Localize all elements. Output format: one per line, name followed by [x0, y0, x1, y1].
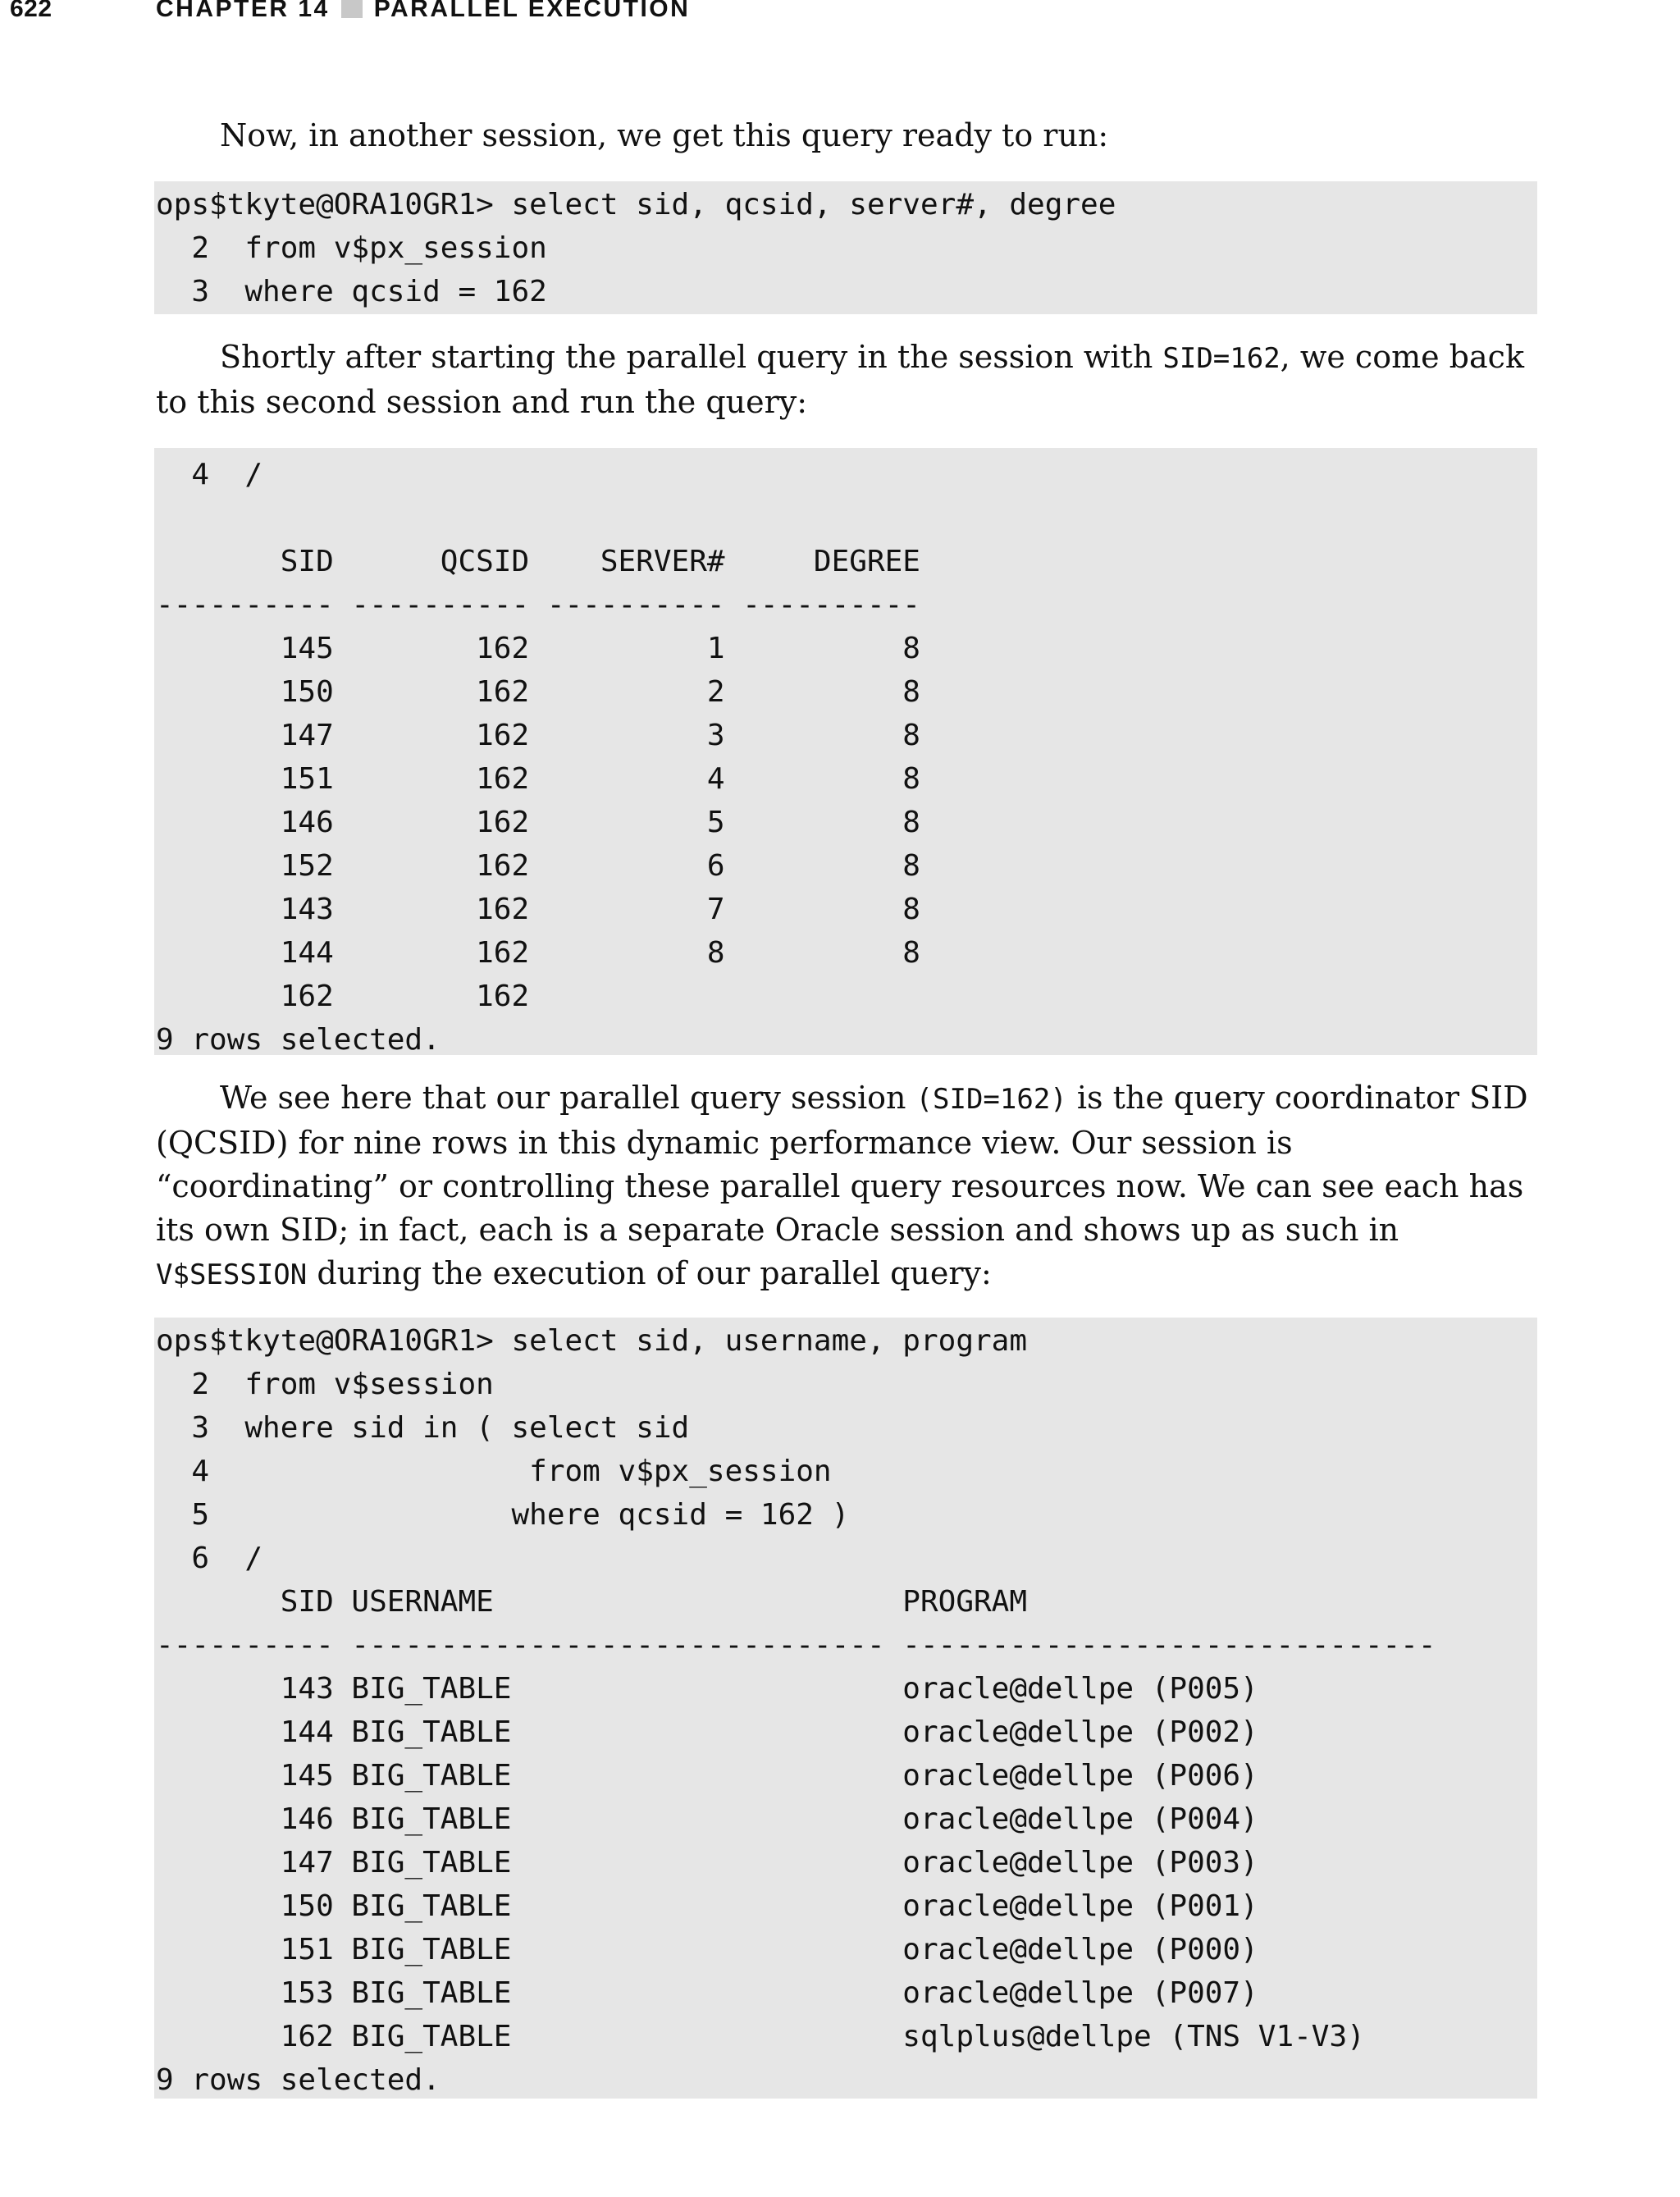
code-line: 145 162 1 8 — [156, 632, 920, 665]
code-line: 3 where sid in ( select sid — [156, 1411, 690, 1445]
code-line: 4 / — [156, 458, 263, 491]
inline-code: (SID=162) — [915, 1083, 1067, 1116]
code-line: 151 BIG_TABLE oracle@dellpe (P000) — [156, 1933, 1258, 1966]
paragraph-text: , we come back to this second session and run the query: — [156, 339, 1524, 420]
code-line: 144 BIG_TABLE oracle@dellpe (P002) — [156, 1715, 1258, 1749]
running-header — [0, 0, 1680, 33]
code-line: ops$tkyte@ORA10GR1> select sid, qcsid, server#, degree — [156, 188, 1116, 222]
separator-square-icon — [341, 0, 363, 18]
paragraph-text: during the execution of our parallel query: — [307, 1255, 992, 1291]
code-block-result-1 — [154, 448, 1537, 1055]
code-line: 162 162 — [156, 980, 530, 1013]
chapter-title: PARALLEL EXECUTION — [373, 0, 691, 22]
code-line: 143 BIG_TABLE oracle@dellpe (P005) — [156, 1672, 1258, 1706]
code-line: 146 BIG_TABLE oracle@dellpe (P004) — [156, 1802, 1258, 1836]
code-block-query-1 — [154, 181, 1537, 314]
code-line: SID QCSID SERVER# DEGREE — [156, 545, 920, 578]
code-line: 153 BIG_TABLE oracle@dellpe (P007) — [156, 1976, 1258, 2010]
code-line: ops$tkyte@ORA10GR1> select sid, username, program — [156, 1324, 1028, 1358]
code-line: 150 BIG_TABLE oracle@dellpe (P001) — [156, 1889, 1258, 1923]
code-line: 146 162 5 8 — [156, 806, 920, 839]
code-line: 3 where qcsid = 162 — [156, 275, 547, 308]
inline-code: SID=162 — [1162, 342, 1281, 375]
code-line: 147 162 3 8 — [156, 719, 920, 752]
code-line: 144 162 8 8 — [156, 936, 920, 970]
chapter-label: CHAPTER 14 — [156, 0, 330, 22]
code-line: 152 162 6 8 — [156, 849, 920, 883]
page-number: 622 — [10, 0, 52, 22]
paragraph-intro: Now, in another session, we get this query ready to run: — [220, 117, 1109, 153]
code-line: 9 rows selected. — [156, 2063, 441, 2097]
code-line: ---------- ---------- ---------- ---------- — [156, 588, 920, 622]
code-line: 6 / — [156, 1542, 263, 1575]
code-block-query-2 — [154, 1318, 1537, 2099]
chapter-heading — [156, 0, 690, 23]
paragraph-text: Shortly after starting the parallel query in the session with — [220, 339, 1163, 375]
code-line: 2 from v$session — [156, 1368, 494, 1401]
code-line: 4 from v$px_session — [156, 1455, 832, 1488]
code-line: 151 162 4 8 — [156, 762, 920, 796]
code-line: 145 BIG_TABLE oracle@dellpe (P006) — [156, 1759, 1258, 1793]
code-line: 2 from v$px_session — [156, 231, 547, 265]
code-line: 5 where qcsid = 162 ) — [156, 1498, 850, 1532]
code-line: 150 162 2 8 — [156, 675, 920, 709]
code-line: 147 BIG_TABLE oracle@dellpe (P003) — [156, 1846, 1258, 1880]
paragraph-shortly-after — [156, 336, 1534, 424]
paragraph-text: is the query coordinator SID (QCSID) for nine rows in this dynamic performance view. Our session is “coordinating” or controlling these parallel query resources now. We can see each has its own SID; in fact, each is a separate Oracle session and shows up as such in — [156, 1080, 1528, 1248]
code-line — [156, 496, 1537, 540]
code-line: 162 BIG_TABLE sqlplus@dellpe (TNS V1-V3) — [156, 2020, 1365, 2053]
code-line: SID USERNAME PROGRAM — [156, 1585, 1028, 1619]
code-line: 143 162 7 8 — [156, 893, 920, 926]
paragraph-query-coordinator — [156, 1076, 1534, 1297]
code-line: 9 rows selected. — [156, 1023, 441, 1055]
paragraph-text: We see here that our parallel query session — [220, 1080, 916, 1116]
code-line: ---------- ------------------------------ ------------------------------ — [156, 1628, 1436, 1662]
inline-code: V$SESSION — [156, 1258, 308, 1291]
